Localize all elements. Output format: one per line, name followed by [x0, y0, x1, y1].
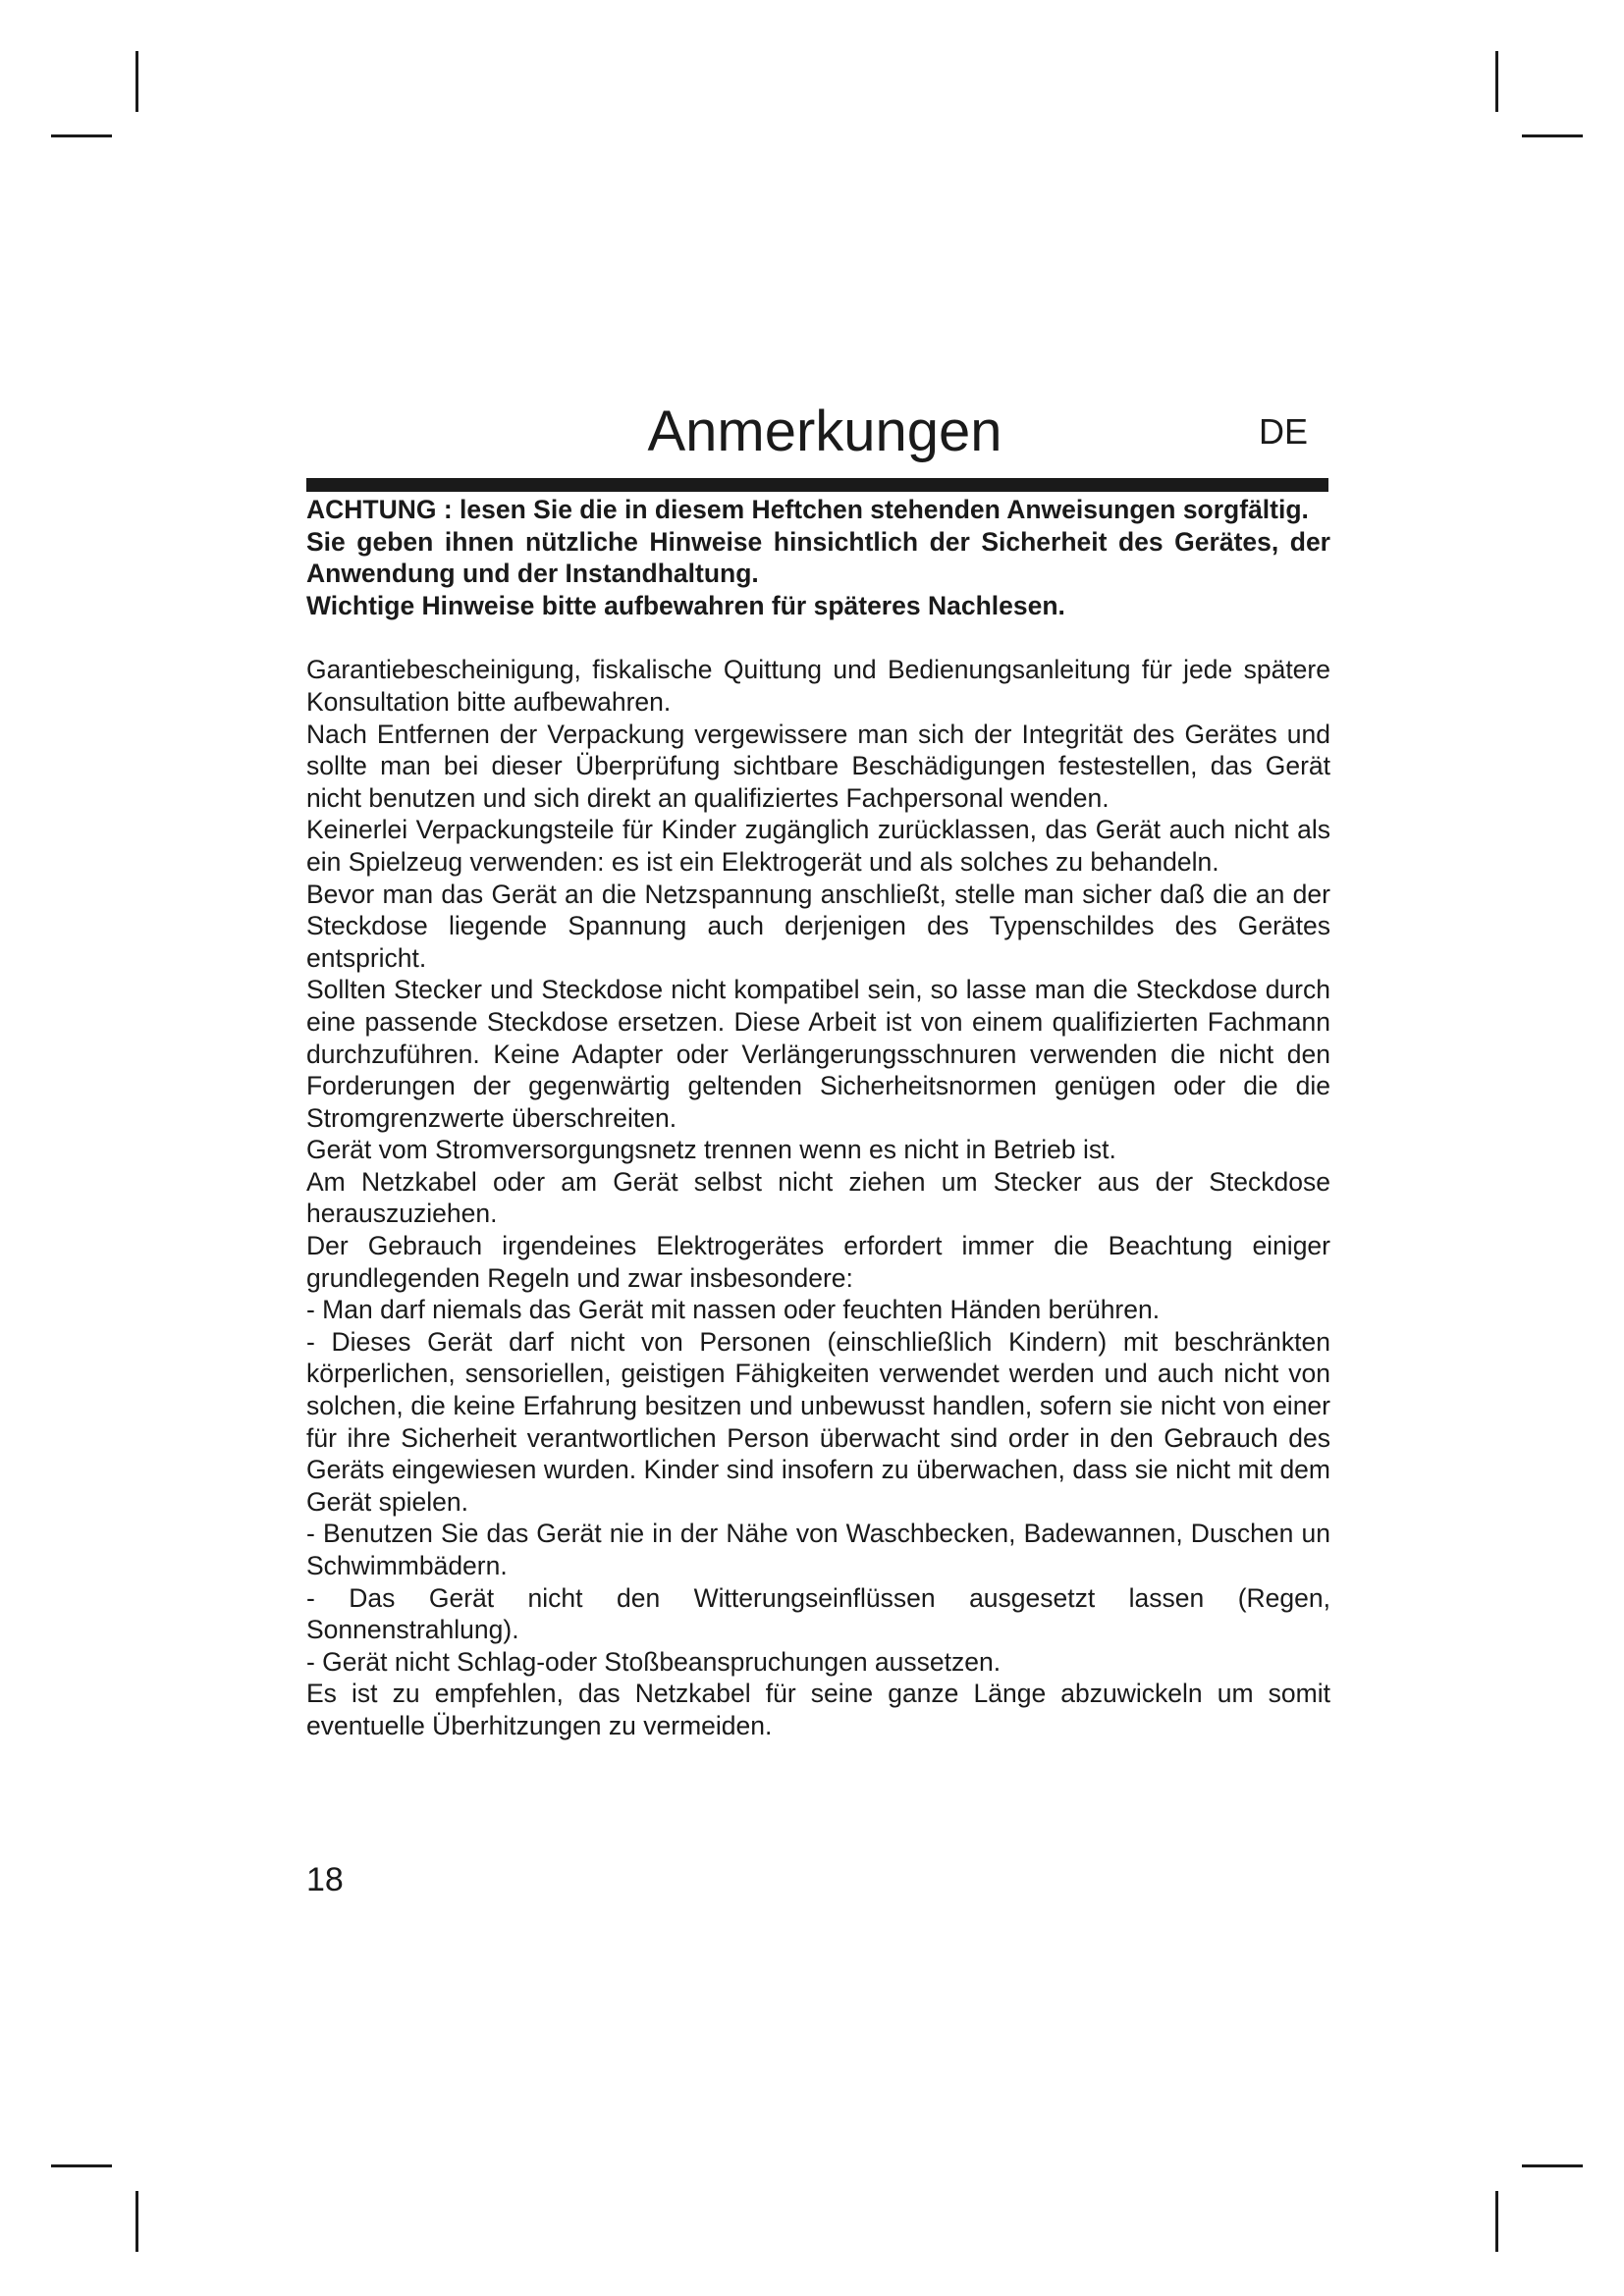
crop-mark-bottom-left-horizontal [51, 2164, 112, 2167]
paragraph: Nach Entfernen der Verpackung vergewissere man sich der Integrität des Gerätes und sollte man bei dieser Überprüfung sichtbare Beschädigungen festestellen, das Gerät nicht benutzen und sich direkt an qualifiziertes Fachpersonal wenden. [306, 719, 1330, 813]
paragraph: Am Netzkabel oder am Gerät selbst nicht ziehen um Stecker aus der Steckdose herauszuziehen. [306, 1166, 1330, 1229]
paragraph: Garantiebescheinigung, fiskalische Quittung und Bedienungsanleitung für jede spätere Konsultation bitte aufbewahren. [306, 655, 1330, 717]
crop-mark-top-left-horizontal [51, 134, 112, 137]
list-item: - Das Gerät nicht den Witterungseinflüssen ausgesetzt lassen (Regen, Sonnenstrahlung). [306, 1582, 1330, 1645]
warning-line: ACHTUNG : lesen Sie die in diesem Heftchen stehenden Anweisungen sorgfältig. [306, 495, 1309, 524]
crop-mark-bottom-right-vertical [1495, 2191, 1498, 2252]
paragraph: Gerät vom Stromversorgungsnetz trennen wenn es nicht in Betrieb ist. [306, 1135, 1116, 1165]
list-item: - Gerät nicht Schlag-oder Stoßbeanspruchungen aussetzen. [306, 1646, 1001, 1677]
language-code: DE [1259, 411, 1309, 452]
warning-line: Wichtige Hinweise bitte aufbewahren für späteres Nachlesen. [306, 590, 1065, 620]
paragraph: Bevor man das Gerät an die Netzspannung anschließt, stelle man sicher daß die an der Steckdose liegende Spannung auch derjenigen des Typenschildes des Gerätes entspricht. [306, 879, 1330, 973]
warning-line: Sie geben ihnen nützliche Hinweise hinsichtlich der Sicherheit des Gerätes, der Anwendung und der Instandhaltung. [306, 526, 1330, 589]
crop-mark-top-right-vertical [1495, 51, 1498, 112]
header-rule [306, 478, 1328, 492]
paragraph: Keinerlei Verpackungsteile für Kinder zugänglich zurücklassen, das Gerät auch nicht als ein Spielzeug verwenden: es ist ein Elektrogerät und als solches zu behandeln. [306, 815, 1330, 877]
list-item: - Dieses Gerät darf nicht von Personen (einschließlich Kindern) mit beschränkten körperlichen, sensoriellen, geistigen Fähigkeiten verwendet werden und auch nicht von solchen, die keine Erfahrung besitzen und unbewusst handlen, sofern sie nicht von einer für ihre Sicherheit verantwortlichen Person überwacht sind order in den Gebrauch des Geräts eingewiesen wurden. Kinder sind insofern zu überwachen, dass sie nicht mit dem Gerät spielen. [306, 1326, 1330, 1517]
page-title: Anmerkungen [647, 400, 1002, 463]
crop-mark-top-right-horizontal [1522, 134, 1583, 137]
list-item: - Man darf niemals das Gerät mit nassen oder feuchten Händen berühren. [306, 1295, 1161, 1325]
list-item: - Benutzen Sie das Gerät nie in der Nähe von Waschbecken, Badewannen, Duschen un Schwimmbädern. [306, 1519, 1330, 1580]
crop-mark-top-left-vertical [135, 51, 138, 112]
page-number: 18 [306, 1861, 344, 1898]
document-body [306, 494, 1330, 1742]
instructions-block [306, 654, 1330, 1741]
crop-mark-bottom-right-horizontal [1522, 2164, 1583, 2167]
crop-mark-bottom-left-vertical [135, 2191, 138, 2252]
paragraph: Sollten Stecker und Steckdose nicht kompatibel sein, so lasse man die Steckdose durch eine passende Steckdose ersetzen. Diese Arbeit ist von einem qualifizierten Fachmann durchzuführen. Keine Adapter oder Verlängerungsschnuren verwenden die nicht den Forderungen der gegenwärtig geltenden Sicherheitsnormen genügen oder die die Stromgrenzwerte überschreiten. [306, 975, 1330, 1133]
paragraph: Es ist zu empfehlen, das Netzkabel für seine ganze Länge abzuwickeln um somit eventuelle Überhitzungen zu vermeiden. [306, 1679, 1330, 1740]
warning-block [306, 494, 1330, 621]
paragraph: Der Gebrauch irgendeines Elektrogerätes erfordert immer die Beachtung einiger grundlegenden Regeln und zwar insbesondere: [306, 1231, 1330, 1293]
